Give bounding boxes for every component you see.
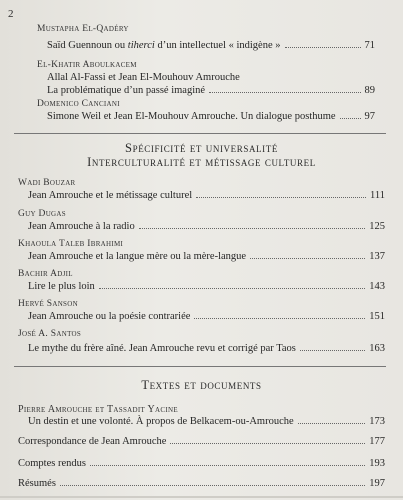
toc-entry-title: Allal Al-Fassi et Jean El-Mouhouv Amrouche: [47, 72, 240, 83]
toc-entry-title: Lire le plus loin: [28, 281, 95, 292]
section-title-line2: Interculturalité et métissage culturel: [87, 155, 316, 169]
author-amrouche-yacine: Pierre Amrouche et Tassadit Yacine: [18, 404, 178, 415]
author-adjil: Bachir Adjil: [18, 269, 73, 279]
page-number: 2: [8, 8, 14, 20]
toc-entry-page: 197: [369, 478, 385, 489]
section-title: Textes et documents: [141, 378, 262, 392]
toc-entry-title: Résumés: [18, 478, 56, 489]
toc-entry-title: Saïd Guennoun ou tiherci d’un intellectuel « indigène »: [47, 40, 281, 51]
dot-leader: [300, 349, 365, 351]
toc-entry: [47, 111, 375, 122]
dot-leader: [340, 117, 361, 119]
dot-leader: [60, 484, 365, 486]
page-edge: [0, 496, 403, 498]
toc-entry: [28, 311, 385, 322]
toc-entry-title: Le mythe du frère aîné. Jean Amrouche revu et corrigé par Taos: [28, 343, 296, 354]
toc-entry: [18, 436, 385, 447]
toc-entry-page: 177: [369, 436, 385, 447]
toc-entry-title: Jean Amrouche à la radio: [28, 221, 135, 232]
toc-entry: [28, 190, 385, 201]
toc-entry-page: 71: [364, 40, 375, 51]
toc-entry-title: Un destin et une volonté. À propos de Belkacem-ou-Amrouche: [28, 416, 294, 427]
dot-leader: [170, 442, 365, 444]
toc-entry: [28, 416, 385, 427]
toc-entry-page: 97: [364, 111, 375, 122]
toc-entry-page: 143: [369, 281, 385, 292]
toc-entry-page: 163: [369, 343, 385, 354]
author-el-qadery: Mustapha El-Qadéry: [37, 24, 129, 34]
toc-entry: [28, 251, 385, 262]
author-taleb-ibrahimi: Khaoula Taleb Ibrahimi: [18, 239, 124, 249]
author-bouzar: Wadi Bouzar: [18, 178, 76, 188]
toc-entry-title: La problématique d’un passé imaginé: [47, 85, 206, 96]
toc-entry-page: 173: [369, 416, 385, 427]
toc-entry-page: 125: [369, 221, 385, 232]
toc-entry-title: Jean Amrouche et la langue mère ou la mère-langue: [28, 251, 247, 262]
toc-entry: [28, 221, 385, 232]
toc-entry-title: Correspondance de Jean Amrouche: [18, 436, 167, 447]
toc-entry: [28, 281, 385, 292]
dot-leader: [298, 422, 366, 424]
section-title-line1: Spécificité et universalité: [125, 141, 278, 155]
toc-entry-page: 111: [370, 190, 385, 201]
dot-leader: [209, 91, 360, 93]
toc-entry: [47, 85, 375, 96]
author-aboulkacem: El-Khatir Aboulkacem: [37, 60, 137, 70]
author-santos: José A. Santos: [18, 329, 82, 339]
dot-leader: [196, 196, 366, 198]
toc-entry-title: Jean Amrouche et le métissage culturel: [28, 190, 193, 201]
toc-entry-title: Simone Weil et Jean El-Mouhouv Amrouche. Un dialogue posthume: [47, 111, 336, 122]
toc-entry: [28, 343, 385, 354]
author-canciani: Domenico Canciani: [37, 99, 120, 109]
toc-entry-page: 89: [364, 85, 375, 96]
toc-entry-title: Comptes rendus: [18, 458, 86, 469]
dot-leader: [285, 46, 361, 48]
toc-entry: [18, 458, 385, 469]
author-dugas: Guy Dugas: [18, 209, 66, 219]
dot-leader: [90, 464, 365, 466]
dot-leader: [194, 317, 365, 319]
toc-entry-page: 193: [369, 458, 385, 469]
toc-entry-page: 151: [369, 311, 385, 322]
toc-entry-title: Jean Amrouche ou la poésie contrariée: [28, 311, 191, 322]
toc-entry: [47, 40, 375, 51]
section-rule: [14, 133, 386, 134]
toc-entry-page: 137: [369, 251, 385, 262]
author-sanson: Hervé Sanson: [18, 299, 78, 309]
section-rule: [14, 366, 386, 367]
toc-entry: [18, 478, 385, 489]
dot-leader: [99, 287, 365, 289]
dot-leader: [139, 227, 366, 229]
toc-entry: [47, 72, 240, 83]
dot-leader: [250, 257, 365, 259]
